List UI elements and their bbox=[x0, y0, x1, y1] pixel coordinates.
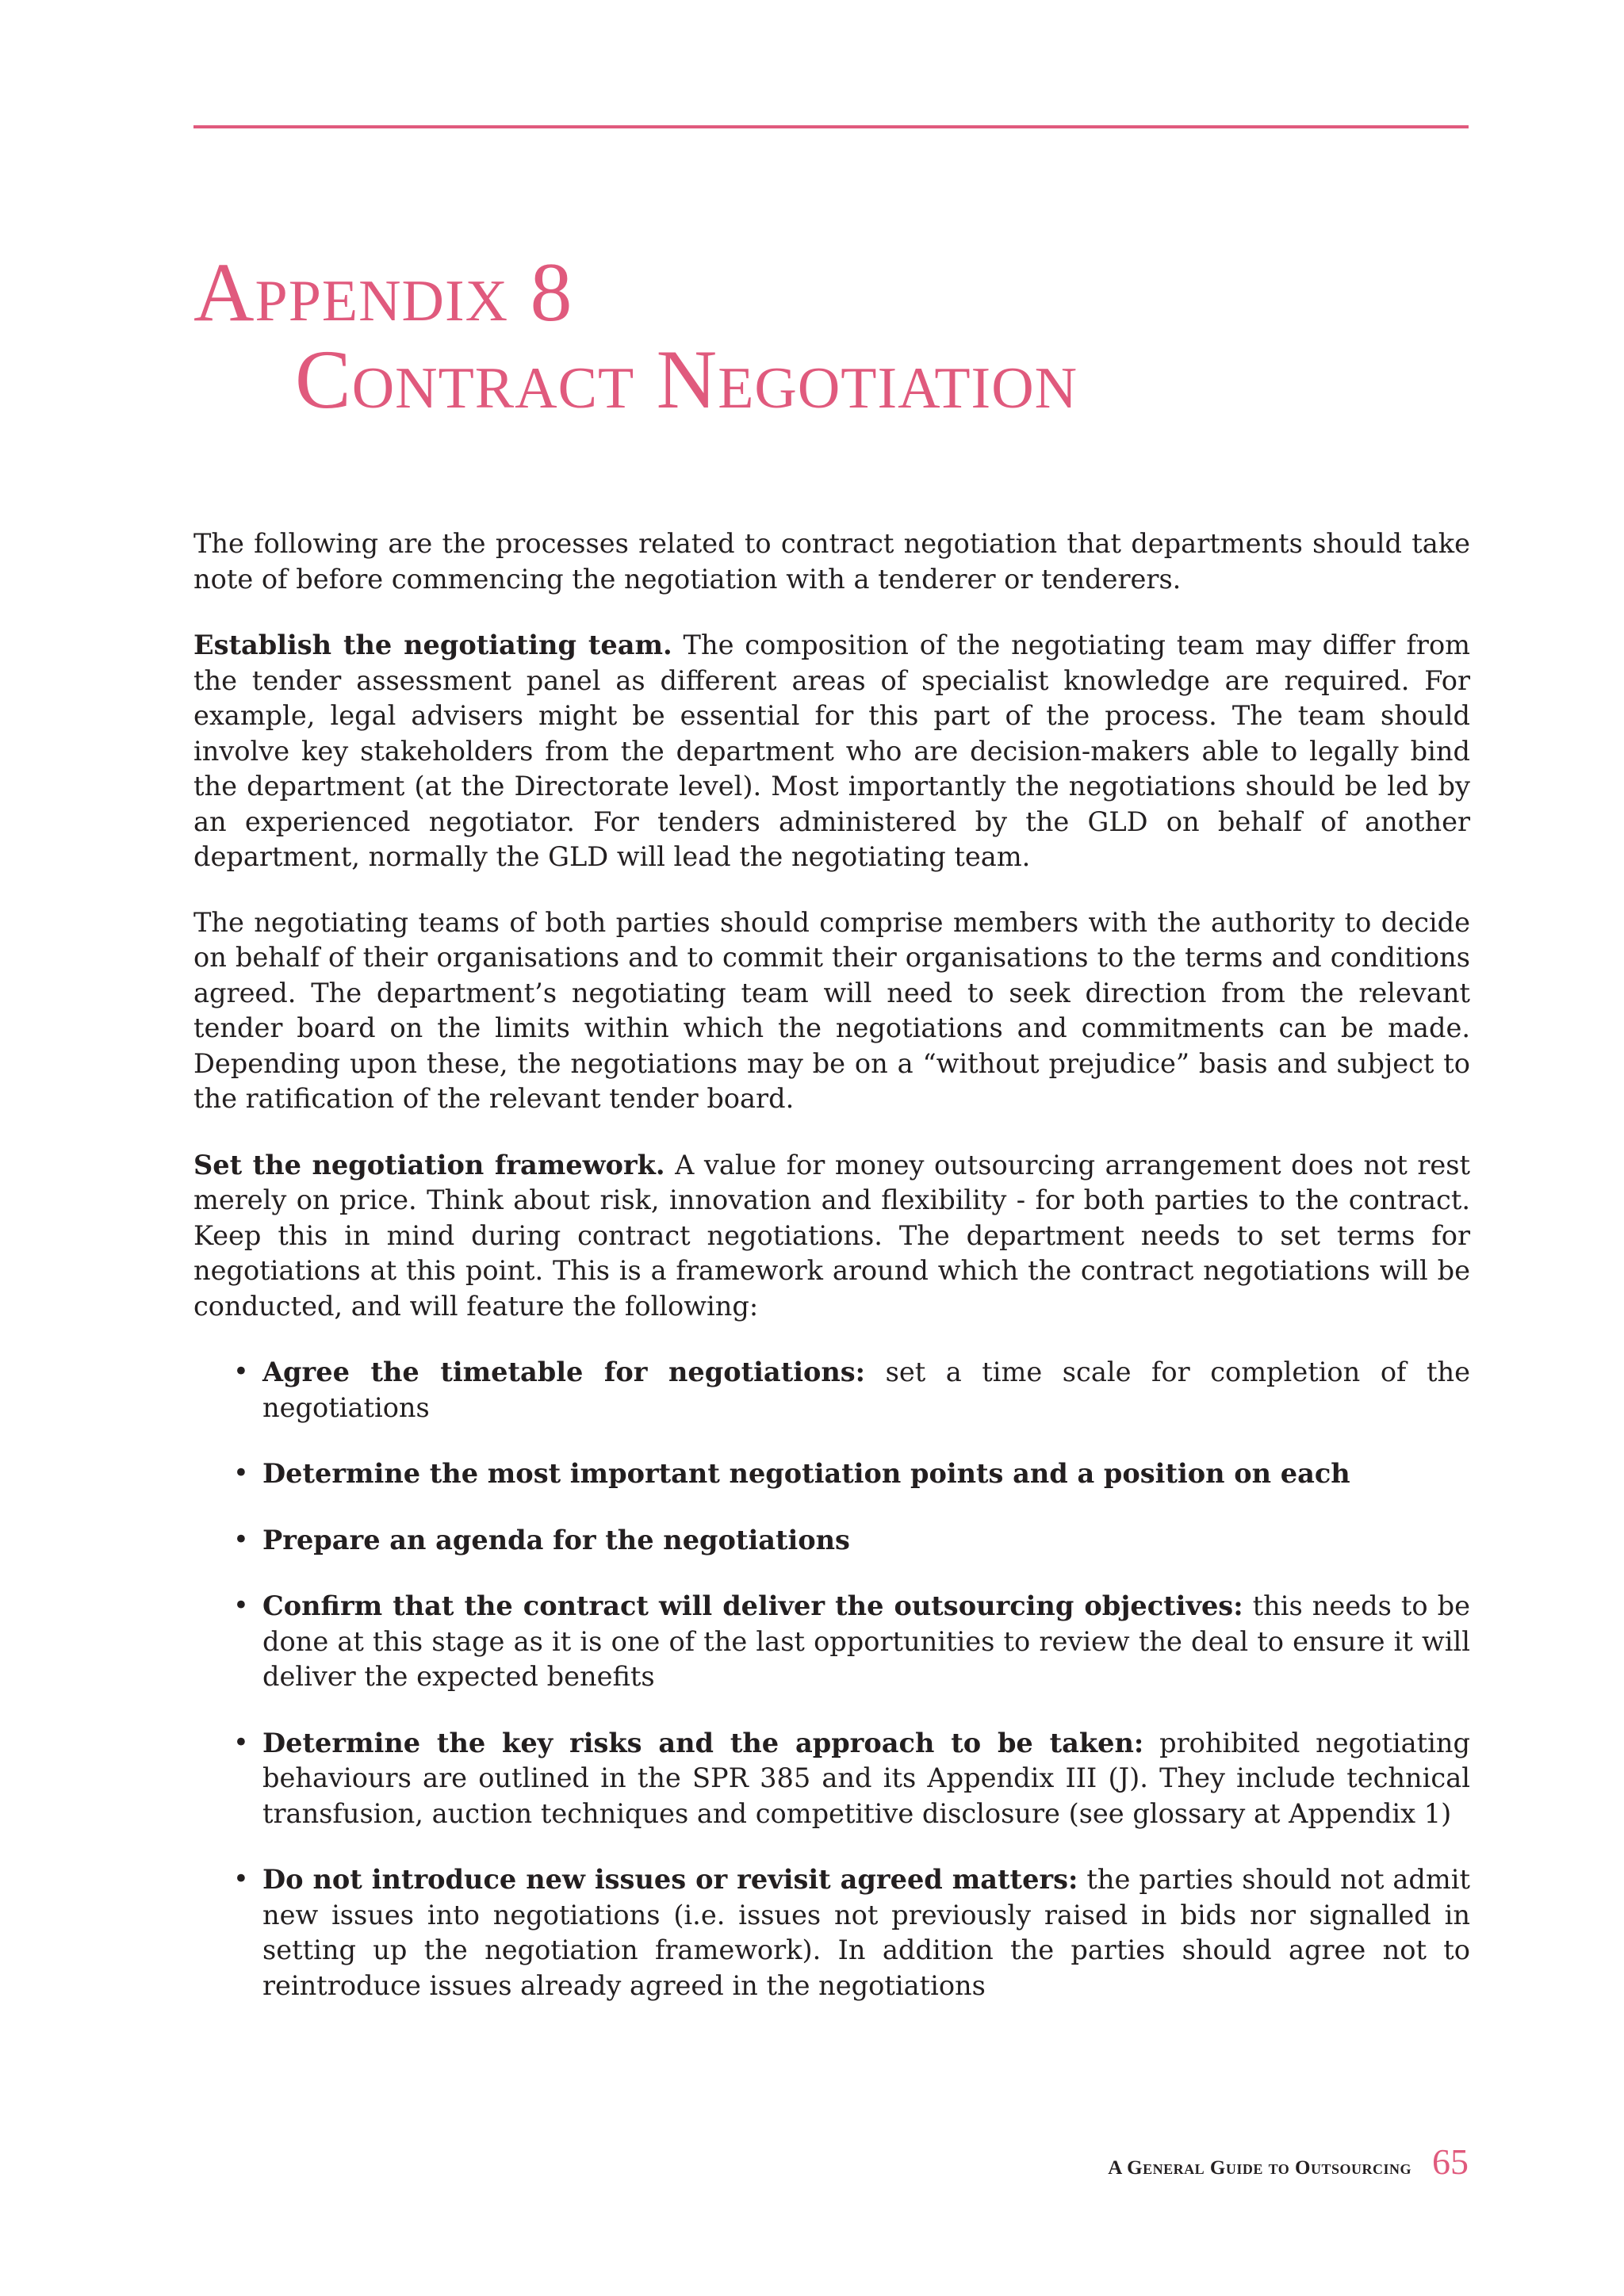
negotiating-team-text: The composition of the negotiating team may differ from the tender assessment panel as different areas of specialist knowledge are required. For example, legal advisers might be essential for this part of the process. The team should involve key stakeholders from the department who are decision-makers able to legally bind the department (at the Directorate level). Most importantly the negotiations should be led by an experienced negotiator. For tenders administered by the GLD on behalf of another department, normally the GLD will lead the negotiating team. bbox=[193, 629, 1470, 872]
bullet-item-timetable bbox=[193, 1354, 1470, 1425]
bullet-text: set a time scale for completion of the negotiations bbox=[262, 1357, 1470, 1423]
bullet-text: the parties should not admit new issues into negotiations (i.e. issues not previously raised in bids nor signalled in setting up the negotiation framework). In addition the parties should agree not to reintroduce issues already agreed in the negotiations bbox=[262, 1864, 1470, 2001]
bullet-icon: • bbox=[233, 1356, 249, 1387]
negotiating-team-heading: Establish the negotiating team. bbox=[193, 629, 672, 660]
title-line-contract-negotiation: Contract Negotiation bbox=[295, 333, 1078, 426]
bullet-item-objectives bbox=[193, 1588, 1470, 1695]
bullet-item-agenda bbox=[193, 1522, 1470, 1559]
bullet-text: this needs to be done at this stage as it is one of the last opportunities to review the deal to ensure it will deliver the expected benefits bbox=[262, 1590, 1470, 1692]
bullet-icon: • bbox=[233, 1457, 249, 1488]
bullet-bold-text: Do not introduce new issues or revisit agreed matters: bbox=[262, 1863, 1078, 1895]
bullet-bold-text: Determine the most important negotiation points and a position on each bbox=[262, 1457, 1350, 1489]
bullet-item-negotiation-points bbox=[193, 1456, 1470, 1492]
negotiation-framework-paragraph bbox=[193, 1147, 1470, 1325]
negotiation-framework-text: A value for money outsourcing arrangement does not rest merely on price. Think about risk, innovation and flexibility - for both parties to the contract. Keep this in mind during contract negotiations. The department needs to set terms for negotiations at this point. This is a framework around which the contract negotiations will be conducted, and will feature the following: bbox=[193, 1149, 1470, 1322]
body-text bbox=[193, 526, 1470, 2034]
page-title bbox=[193, 246, 1078, 426]
bullet-bold-text: Prepare an agenda for the negotiations bbox=[262, 1523, 850, 1556]
bullet-icon: • bbox=[233, 1726, 249, 1758]
framework-bullet-list bbox=[193, 1354, 1470, 2003]
negotiating-teams-authority-paragraph: The negotiating teams of both parties should comprise members with the authority to decide on behalf of their organisations and to commit their organisations to the terms and conditions agreed. The department’s negotiating team will need to seek direction from the relevant tender board on the limits within which the negotiations and commitments can be made. Depending upon these, the negotiations may be on a “without prejudice” basis and subject to the ratification of the relevant tender board. bbox=[193, 906, 1470, 1114]
bullet-bold-text: Determine the key risks and the approach to be taken: bbox=[262, 1726, 1144, 1758]
page-footer bbox=[1108, 2141, 1469, 2183]
bullet-icon: • bbox=[233, 1590, 249, 1621]
bullet-icon: • bbox=[233, 1863, 249, 1894]
bullet-item-key-risks bbox=[193, 1725, 1470, 1832]
footer-guide-title: A General Guide to Outsourcing bbox=[1108, 2157, 1411, 2179]
bullet-bold-text: Agree the timetable for negotiations: bbox=[262, 1356, 866, 1387]
negotiation-framework-heading: Set the negotiation framework. bbox=[193, 1148, 665, 1181]
bullet-text: prohibited negotiating behaviours are outlined in the SPR 385 and its Appendix III (J). They include technical transfusion, auction techniques and competitive disclosure (see glossary at Appendix 1) bbox=[262, 1727, 1470, 1829]
negotiating-team-paragraph bbox=[193, 627, 1470, 875]
bullet-bold-text: Confirm that the contract will deliver the outsourcing objectives: bbox=[262, 1590, 1243, 1621]
title-line-appendix: Appendix 8 bbox=[193, 246, 573, 339]
bullet-item-new-issues bbox=[193, 1862, 1470, 2003]
top-rule bbox=[193, 125, 1469, 128]
intro-paragraph: The following are the processes related to contract negotiation that departments should take note of before commencing the negotiation with a tenderer or tenderers. bbox=[193, 528, 1470, 595]
page-number: 65 bbox=[1432, 2141, 1469, 2182]
bullet-icon: • bbox=[233, 1523, 249, 1555]
